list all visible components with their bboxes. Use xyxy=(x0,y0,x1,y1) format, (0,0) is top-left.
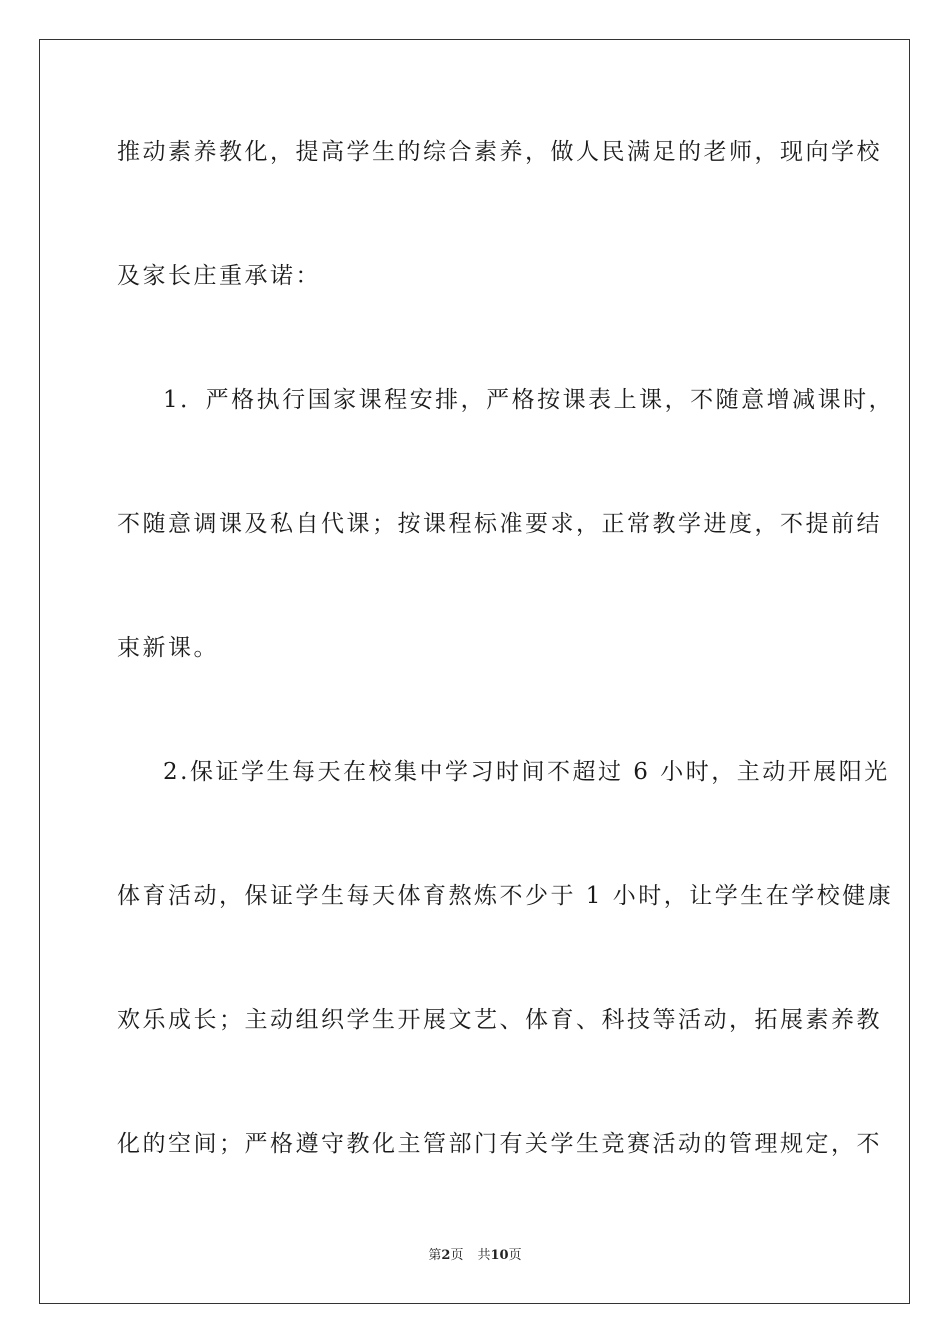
text-line: 欢乐成长；主动组织学生开展文艺、体育、科技等活动，拓展素养教 xyxy=(117,1007,882,1033)
page-prefix: 第 xyxy=(428,1248,442,1263)
page-border xyxy=(39,39,910,1304)
page-suffix: 页 xyxy=(450,1248,464,1263)
text-line: 推动素养教化，提高学生的综合素养，做人民满足的老师，现向学校 xyxy=(117,139,882,165)
text-line: 束新课。 xyxy=(117,635,219,661)
total-pages: 10 xyxy=(490,1248,509,1263)
page-number: 2 xyxy=(441,1248,451,1263)
text-line: 2.保证学生每天在校集中学习时间不超过 6 小时，主动开展阳光 xyxy=(163,759,890,785)
text-line: 1．严格执行国家课程安排，严格按课表上课，不随意增减课时， xyxy=(163,387,895,413)
text-line: 体育活动，保证学生每天体育熬炼不少于 1 小时，让学生在学校健康 xyxy=(117,883,894,909)
page-footer xyxy=(0,1248,950,1264)
total-prefix: 共 xyxy=(477,1248,491,1263)
total-suffix: 页 xyxy=(508,1248,522,1263)
text-line: 化的空间；严格遵守教化主管部门有关学生竞赛活动的管理规定，不 xyxy=(117,1131,882,1157)
text-line: 不随意调课及私自代课；按课程标准要求，正常教学进度，不提前结 xyxy=(117,511,882,537)
text-line: 及家长庄重承诺： xyxy=(117,263,321,289)
